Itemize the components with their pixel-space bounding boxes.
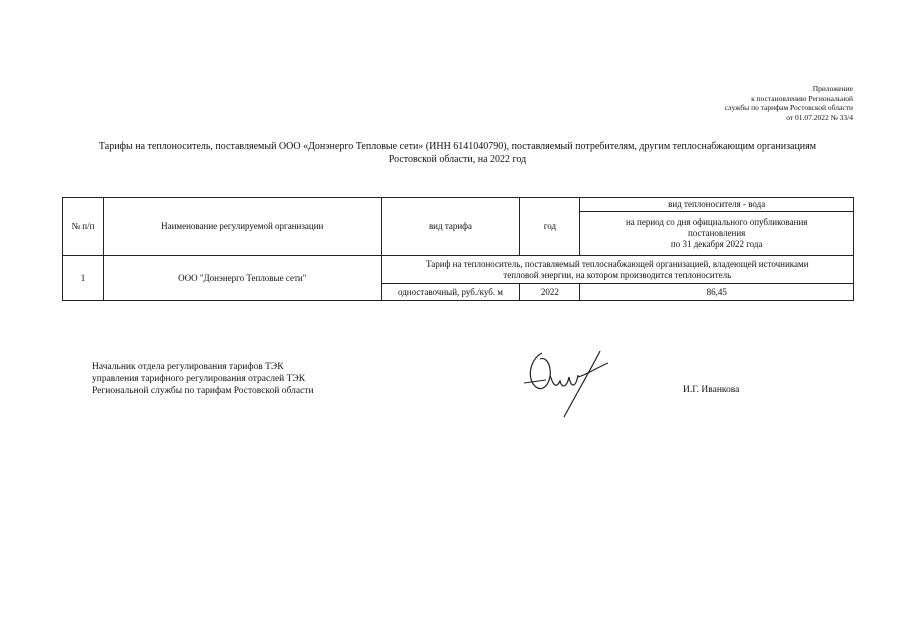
header-period-line: постановления <box>688 228 746 238</box>
header-period-line: по 31 декабря 2022 года <box>670 239 763 249</box>
signatory-position-line: Начальник отдела регулирования тарифов ТЭК <box>92 362 284 372</box>
header-number: № п/п <box>63 198 104 256</box>
table-row <box>63 256 854 284</box>
header-org-name: Наименование регулируемой организации <box>103 198 381 256</box>
header-year: год <box>520 198 580 256</box>
signatory-position <box>92 361 314 398</box>
row-tariff-description <box>381 256 853 284</box>
handwritten-signature <box>522 345 614 425</box>
row-org-name: ООО "Донэнерго Тепловые сети" <box>103 256 381 301</box>
row-tariff-description-line: тепловой энергии, на котором производится теплоноситель <box>503 269 732 280</box>
header-carrier-type: вид теплоносителя - вода <box>580 198 854 212</box>
row-year: 2022 <box>520 284 580 301</box>
table-header-row <box>63 198 854 212</box>
title-line: Ростовской области, на 2022 год <box>388 154 527 165</box>
signatory-position-line: управления тарифного регулирования отраслей ТЭК <box>92 374 306 385</box>
signatory-name: И.Г. Иванкова <box>683 385 740 395</box>
document-title <box>60 140 855 166</box>
row-number: 1 <box>63 256 104 301</box>
title-line: Тарифы на теплоноситель, поставляемый ООО «Донэнерго Тепловые сети» (ИНН 6141040790), поставляемый потребителям, другим теплоснабжающим организациям <box>98 141 817 152</box>
appendix-line: Приложение <box>812 84 853 93</box>
tariff-table <box>62 197 854 301</box>
appendix-line: к постановлению Региональной <box>751 93 853 103</box>
row-value: 86,45 <box>580 284 854 301</box>
header-tariff-type: вид тарифа <box>381 198 520 256</box>
row-tariff-description-line: Тариф на теплоноситель, поставляемый теплоснабжающей организацией, владеющей источниками <box>425 258 809 269</box>
header-period-line: на период со дня официального опубликования <box>625 217 808 227</box>
header-period <box>580 212 854 256</box>
signatory-position-line: Региональной службы по тарифам Ростовской области <box>92 386 314 397</box>
appendix-line: службы по тарифам Ростовской области <box>724 103 853 113</box>
appendix-line: от 01.07.2022 № 33/4 <box>786 112 853 122</box>
appendix-note <box>725 84 853 122</box>
row-tariff-type: одноставочный, руб./куб. м <box>381 284 520 301</box>
